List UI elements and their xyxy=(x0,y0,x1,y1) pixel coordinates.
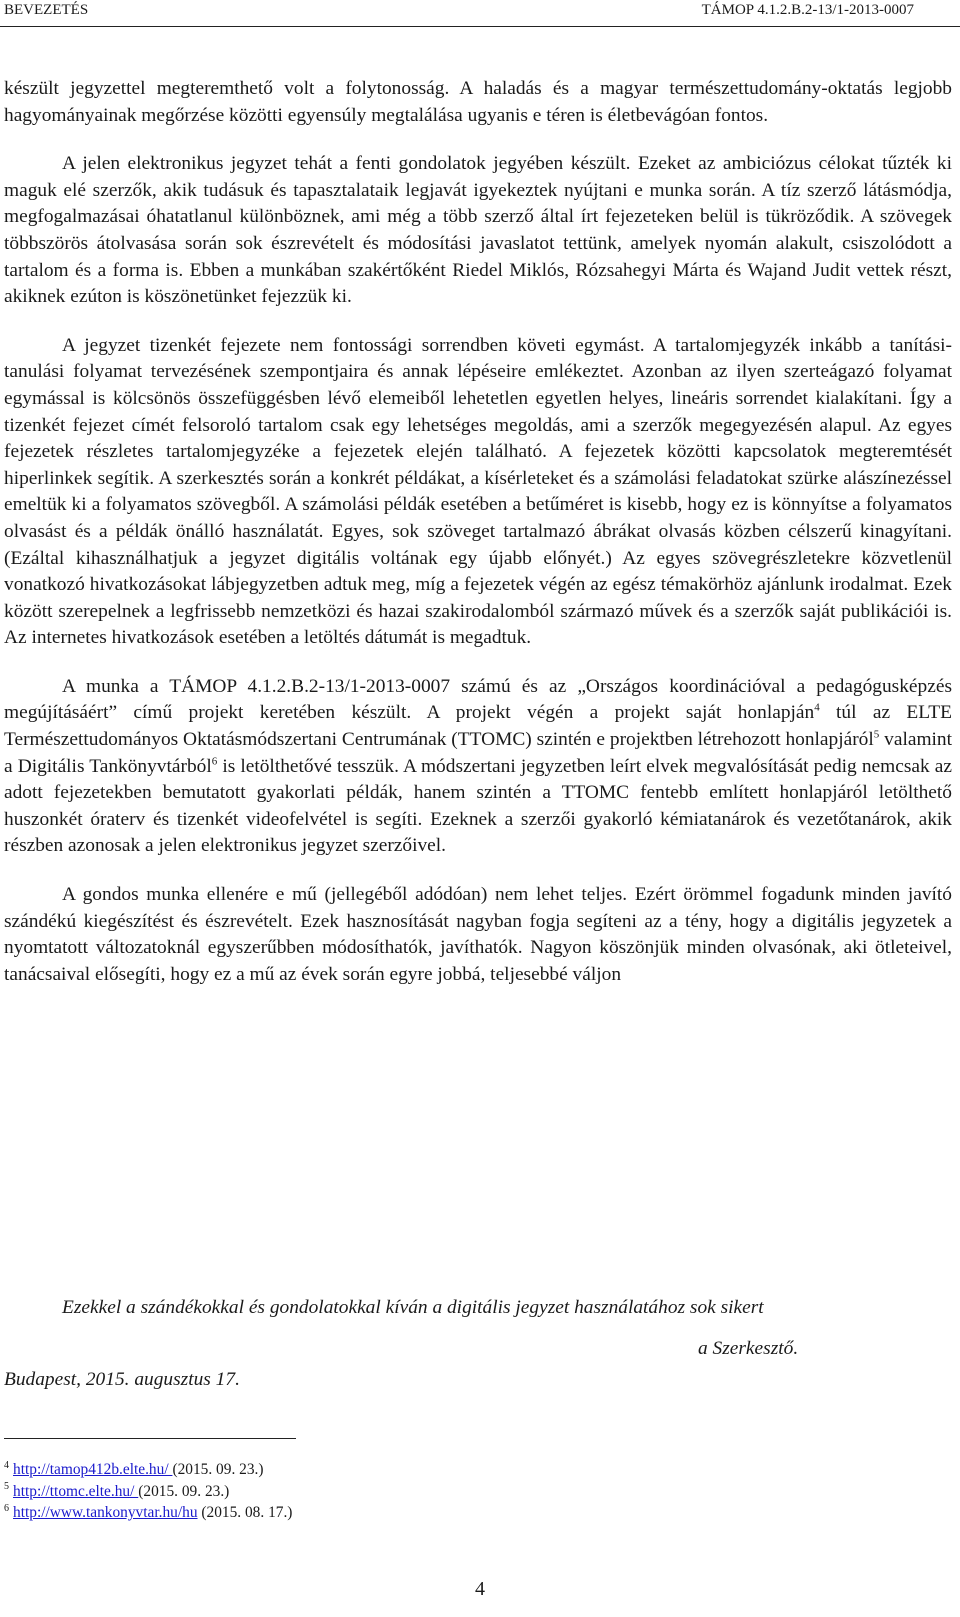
paragraph-project-part-a: A munka a TÁMOP 4.1.2.B.2-13/1-2013-0007 számú és az „Országos koordinációval a pedagógusképzés megújításáért” című projekt keretében készült. A projekt végén a projekt saját honlapján xyxy=(4,675,952,724)
body-text xyxy=(4,76,952,988)
footnote-ref-4[interactable]: 4 xyxy=(814,702,820,714)
paragraph-project-part-c: valamint a Digitális Tankönyvtárból xyxy=(4,729,952,777)
signature: a Szerkesztő. xyxy=(698,1338,799,1359)
paragraph-structure: A jegyzet tizenkét fejezete nem fontossági sorrendben követi egymást. A tartalomjegyzék inkább a tanítási-tanulási folyamat tervezésének szempontjaira és annak lépéseire emlékeztet. Azonban az ilyen szerteágazó folyamat egymással is kölcsönös összefüggésben lévő elemeiből lehetetlen egyetlen helyes, lineáris sorrendet kialakítani. Így a tizenkét fejezet címét felsoroló tartalom csak egy lehetséges megoldás, ami a szerzők megegyezésén alapul. Az egyes fejezetek részletes tartalomjegyzéke a fejezetek elején található. A fejezetek közötti kapcsolatok megteremtését hiperlinkek segítik. A szerkesztés során a konkrét példákat, a kísérleteket és a számolási feladatokat szürke alászínezéssel emeltük ki a folyamatos szövegből. A számolási példák esetében a betűméret is kisebb, hogy ez is könnyítse a folyamatos olvasást és a példák önálló használatát. Egyes, sok szöveget tartalmazó ábrákat olvasás közben célszerű kinagyítani. (Ezáltal kihasználhatjuk a jegyzet digitális voltának egy újabb előnyét.) Az egyes szövegrészletekre közvetlenül vonatkozó hivatkozásokat lábjegyzetben adtuk meg, míg a fejezetek végén az egész témakörhöz ajánlunk irodalmat. Ezek között szerepelnek a legfrissebb nemzetközi és hazai szakirodalomból származó művek és a szerzők saját publikációi is. Az internetes hivatkozások esetében a letöltés dátumát is megadtuk. xyxy=(4,334,952,649)
paragraph-project xyxy=(4,674,952,860)
footnote-number: 4 xyxy=(4,1459,9,1471)
paragraph-aims: A jelen elektronikus jegyzet tehát a fenti gondolatok jegyében készült. Ezeket az ambiciózus célokat tűzték ki maguk elé szerzők, akik tudásuk és tapasztalataik legjavát igyekeztek nyújtani e munka során. A tíz szerző látásmódja, megfogalmazásai óhatatlanul különböznek, ami még a több szerző által írt fejezeteken belül is tükröződik. A szövegek többszörös átolvasása során sok észrevételt és módosítási javaslatot tettünk, amelyek nyomán alakult, csiszolódott a tartalom és a forma is. Ebben a munkában szakértőként Riedel Miklós, Rózsahegyi Márta és Wajand Judit vettek részt, akiknek ezúton is köszönetünket fejezzük ki. xyxy=(4,153,952,308)
footnote-number: 5 xyxy=(4,1481,9,1493)
footnote-number: 6 xyxy=(4,1502,9,1514)
footnotes xyxy=(4,1459,292,1524)
footnote-5 xyxy=(4,1481,292,1503)
footnote-link-ttomc[interactable]: http://ttomc.elte.hu/ xyxy=(13,1482,139,1500)
header-project-code: TÁMOP 4.1.2.B.2-13/1-2013-0007 xyxy=(701,2,914,18)
paragraph-project-part-b: túl az ELTE Természettudományos Oktatásmódszertani Centrumának (TTOMC) szintén e projektben létrehozott honlapjáról xyxy=(4,702,952,751)
footnote-ref-5[interactable]: 5 xyxy=(873,728,880,741)
header-rule xyxy=(0,26,960,27)
footnote-6 xyxy=(4,1502,292,1524)
footnote-link-tamop[interactable]: http://tamop412b.elte.hu/ xyxy=(13,1461,173,1478)
paragraph-continuation: készült jegyzettel megteremthető volt a folytonosság. A haladás és a magyar természettudomány-oktatás legjobb hagyományainak megőrzése közötti egyensúly megtalálása ugyanis e téren is életbevágóan fontos. xyxy=(4,78,952,126)
footnote-link-tankonyvtar[interactable]: http://www.tankonyvtar.hu/hu xyxy=(13,1504,198,1521)
footnote-date: (2015. 08. 17.) xyxy=(197,1504,293,1521)
place-and-date: Budapest, 2015. augusztus 17. xyxy=(4,1369,240,1390)
header-section-title: BEVEZETÉS xyxy=(4,2,89,18)
paragraph-project-part-d: is letölthetővé tesszük. A módszertani jegyzetben leírt elvek megvalósítását pedig nemcsak az adott fejezetekben bemutatott gyakorlati példák, hanem szintén a TTOMC fentebb említett honlapjáról letölthető huszonkét óraterv és tizenkét videofelvétel is segíti. Ezeknek a szerzői gyakorló kémiatanárok és vezetőtanárok, akik részben azonosak a jelen elektronikus jegyzet szerzőivel. xyxy=(4,755,952,857)
paragraph-feedback: A gondos munka ellenére e mű (jellegéből adódóan) nem lehet teljes. Ezért örömmel fogadunk minden javító szándékú kiegészítést és észrevételt. Ezek hasznosítását nagyban fogja segíteni az a tény, hogy a digitális jegyzetek a nyomtatott változatoknál egyszerűbben módosíthatók, javíthatók. Nagyon köszönjük minden olvasónak, aki ötleteivel, tanácsaival elősegíti, hogy ez a mű az évek során egyre jobbá, teljesebbé váljon xyxy=(4,884,952,985)
page-number: 4 xyxy=(475,1578,485,1600)
footnote-ref-6[interactable]: 6 xyxy=(211,755,218,768)
footnote-4 xyxy=(4,1459,292,1481)
closing-line: Ezekkel a szándékokkal és gondolatokkal kíván a digitális jegyzet használatához sok sikert xyxy=(62,1297,764,1318)
footnote-separator xyxy=(4,1438,296,1439)
page-header xyxy=(0,0,960,26)
footnote-date: (2015. 09. 23.) xyxy=(172,1461,264,1478)
footnote-date: (2015. 09. 23.) xyxy=(138,1482,230,1500)
